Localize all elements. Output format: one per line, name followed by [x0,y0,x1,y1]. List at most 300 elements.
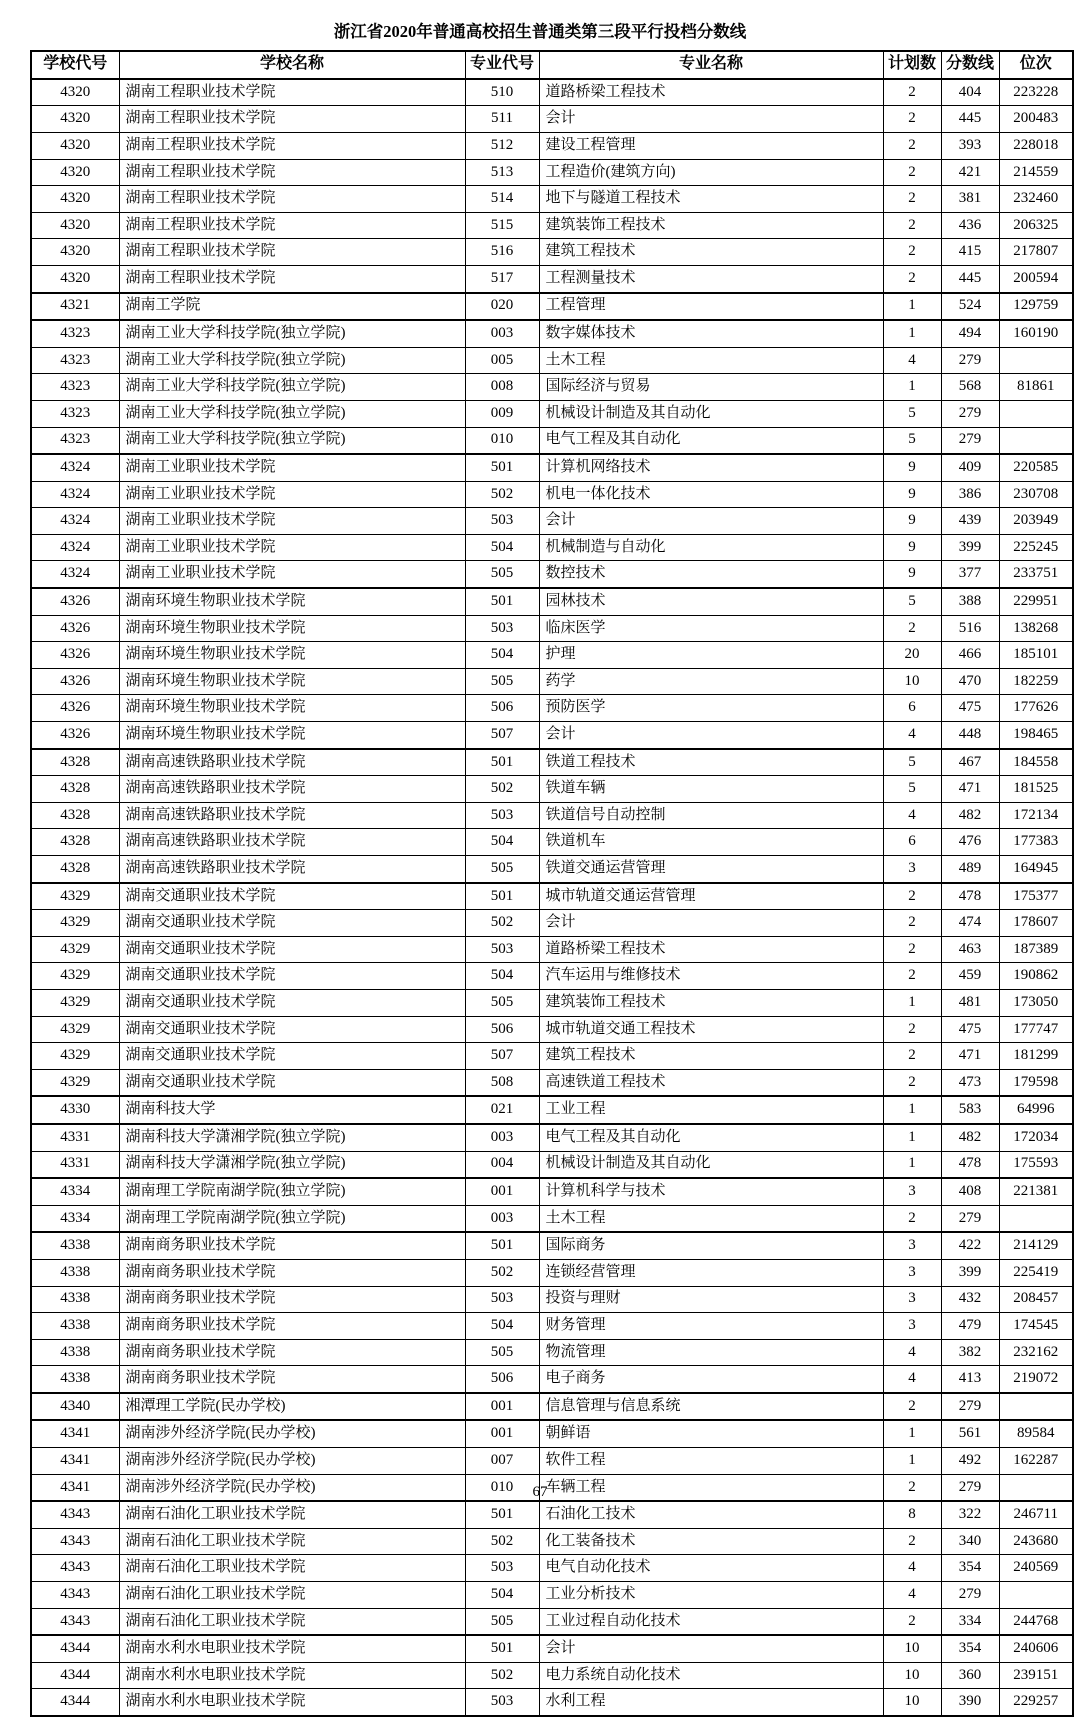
cell-major-code: 502 [465,910,539,937]
cell-plan-count: 2 [883,883,941,910]
cell-major-code: 502 [465,1528,539,1555]
cell-major-code: 505 [465,989,539,1016]
page-title: 浙江省2020年普通高校招生普通类第三段平行投档分数线 [333,22,747,41]
cell-major-code: 010 [465,427,539,454]
cell-major-name: 工程测量技术 [539,265,883,292]
cell-major-name: 铁道工程技术 [539,749,883,776]
table-row [31,776,1073,803]
cell-rank: 177747 [999,1016,1073,1043]
cell-major-name: 土木工程 [539,1205,883,1232]
cell-plan-count: 2 [883,1205,941,1232]
cell-major-name: 电气工程及其自动化 [539,427,883,454]
cell-rank: 198465 [999,722,1073,749]
cell-major-code: 511 [465,106,539,133]
table-row [31,883,1073,910]
cell-school-name: 湖南商务职业技术学院 [119,1259,465,1286]
cell-score-line: 354 [941,1555,999,1582]
cell-school-name: 湖南工程职业技术学院 [119,239,465,266]
cell-plan-count: 3 [883,1286,941,1313]
cell-rank [999,347,1073,374]
table-row [31,1232,1073,1259]
cell-rank: 190862 [999,963,1073,990]
cell-major-name: 工程造价(建筑方向) [539,159,883,186]
table-row [31,1528,1073,1555]
table-row [31,1448,1073,1475]
table-row [31,1151,1073,1178]
cell-major-name: 会计 [539,910,883,937]
table-row [31,963,1073,990]
cell-school-code: 4338 [31,1232,119,1259]
cell-rank: 203949 [999,508,1073,535]
cell-school-code: 4320 [31,106,119,133]
table-row [31,106,1073,133]
cell-major-code: 003 [465,1124,539,1151]
table-row [31,1096,1073,1124]
cell-rank: 214129 [999,1232,1073,1259]
cell-school-name: 湖南商务职业技术学院 [119,1339,465,1366]
admission-score-table [30,50,1074,1717]
cell-major-code: 508 [465,1069,539,1096]
cell-rank: 172134 [999,802,1073,829]
table-row [31,186,1073,213]
cell-major-code: 507 [465,1043,539,1070]
column-header-score-line: 分数线 [941,51,999,79]
table-row [31,320,1073,347]
cell-major-code: 004 [465,1151,539,1178]
cell-rank: 232162 [999,1339,1073,1366]
cell-major-name: 城市轨道交通工程技术 [539,1016,883,1043]
table-row [31,722,1073,749]
cell-plan-count: 1 [883,293,941,321]
table-row [31,374,1073,401]
cell-rank: 229257 [999,1689,1073,1716]
cell-plan-count: 9 [883,454,941,481]
cell-score-line: 279 [941,1474,999,1501]
cell-rank: 225419 [999,1259,1073,1286]
cell-major-name: 电子商务 [539,1366,883,1393]
cell-major-code: 505 [465,856,539,883]
cell-rank: 182259 [999,668,1073,695]
cell-rank [999,1582,1073,1609]
cell-major-name: 铁道交通运营管理 [539,856,883,883]
cell-school-code: 4329 [31,1043,119,1070]
cell-major-name: 药学 [539,668,883,695]
cell-major-code: 503 [465,1689,539,1716]
cell-plan-count: 5 [883,427,941,454]
cell-score-line: 481 [941,989,999,1016]
cell-score-line: 386 [941,481,999,508]
cell-plan-count: 10 [883,1662,941,1689]
column-header-rank: 位次 [999,51,1073,79]
cell-plan-count: 2 [883,186,941,213]
cell-plan-count: 2 [883,79,941,106]
cell-major-name: 工业分析技术 [539,1582,883,1609]
cell-major-name: 物流管理 [539,1339,883,1366]
cell-major-code: 505 [465,1608,539,1635]
cell-rank: 138268 [999,615,1073,642]
cell-score-line: 478 [941,883,999,910]
cell-school-name: 湖南高速铁路职业技术学院 [119,776,465,803]
cell-score-line: 445 [941,265,999,292]
cell-major-name: 会计 [539,722,883,749]
cell-rank [999,1393,1073,1421]
cell-school-code: 4343 [31,1501,119,1528]
table-row [31,1689,1073,1716]
cell-major-name: 铁道信号自动控制 [539,802,883,829]
cell-major-name: 机械设计制造及其自动化 [539,1151,883,1178]
cell-major-name: 道路桥梁工程技术 [539,79,883,106]
cell-school-code: 4334 [31,1178,119,1205]
cell-school-code: 4328 [31,856,119,883]
cell-school-code: 4344 [31,1662,119,1689]
cell-major-name: 预防医学 [539,695,883,722]
cell-school-name: 湖南环境生物职业技术学院 [119,642,465,669]
cell-major-code: 503 [465,1555,539,1582]
cell-major-name: 园林技术 [539,588,883,615]
column-header-school-code: 学校代号 [31,51,119,79]
cell-major-name: 电力系统自动化技术 [539,1662,883,1689]
cell-major-code: 505 [465,1339,539,1366]
cell-plan-count: 9 [883,534,941,561]
cell-rank: 232460 [999,186,1073,213]
cell-school-name: 湖南工程职业技术学院 [119,212,465,239]
cell-school-name: 湖南交通职业技术学院 [119,1069,465,1096]
cell-major-code: 505 [465,561,539,588]
cell-school-name: 湖南涉外经济学院(民办学校) [119,1474,465,1501]
cell-school-name: 湖南工业大学科技学院(独立学院) [119,374,465,401]
cell-rank: 89584 [999,1420,1073,1447]
cell-score-line: 568 [941,374,999,401]
cell-school-code: 4329 [31,883,119,910]
table-row [31,749,1073,776]
cell-major-name: 信息管理与信息系统 [539,1393,883,1421]
table-row [31,1366,1073,1393]
table-row [31,454,1073,481]
table-row [31,1205,1073,1232]
cell-rank: 240569 [999,1555,1073,1582]
cell-plan-count: 1 [883,989,941,1016]
cell-rank: 81861 [999,374,1073,401]
cell-plan-count: 2 [883,106,941,133]
cell-score-line: 473 [941,1069,999,1096]
cell-major-name: 机电一体化技术 [539,481,883,508]
table-row [31,1501,1073,1528]
table-row [31,1259,1073,1286]
cell-score-line: 390 [941,1689,999,1716]
cell-rank: 187389 [999,936,1073,963]
cell-plan-count: 2 [883,159,941,186]
cell-school-name: 湖南工业职业技术学院 [119,508,465,535]
cell-major-name: 道路桥梁工程技术 [539,936,883,963]
cell-score-line: 475 [941,695,999,722]
cell-school-name: 湖南交通职业技术学院 [119,1043,465,1070]
table-header [31,51,1073,79]
cell-score-line: 516 [941,615,999,642]
cell-school-name: 湖南高速铁路职业技术学院 [119,856,465,883]
cell-major-code: 010 [465,1474,539,1501]
table-row [31,1555,1073,1582]
cell-rank: 172034 [999,1124,1073,1151]
cell-major-code: 504 [465,1582,539,1609]
cell-plan-count: 10 [883,1689,941,1716]
cell-school-code: 4341 [31,1448,119,1475]
cell-score-line: 494 [941,320,999,347]
cell-score-line: 279 [941,1582,999,1609]
cell-school-name: 湖南水利水电职业技术学院 [119,1662,465,1689]
table-row [31,481,1073,508]
cell-score-line: 279 [941,347,999,374]
cell-score-line: 334 [941,1608,999,1635]
cell-school-code: 4329 [31,936,119,963]
cell-school-code: 4329 [31,910,119,937]
cell-rank: 181299 [999,1043,1073,1070]
cell-score-line: 470 [941,668,999,695]
table-row [31,802,1073,829]
cell-school-name: 湖南环境生物职业技术学院 [119,615,465,642]
cell-major-name: 高速铁道工程技术 [539,1069,883,1096]
cell-plan-count: 2 [883,1016,941,1043]
cell-major-name: 水利工程 [539,1689,883,1716]
cell-school-name: 湖南石油化工职业技术学院 [119,1528,465,1555]
cell-major-name: 石油化工技术 [539,1501,883,1528]
cell-school-code: 4344 [31,1635,119,1662]
cell-school-code: 4343 [31,1608,119,1635]
cell-school-code: 4326 [31,588,119,615]
table-row [31,347,1073,374]
cell-plan-count: 3 [883,1259,941,1286]
table-row [31,1178,1073,1205]
cell-score-line: 415 [941,239,999,266]
cell-school-name: 湖南工业职业技术学院 [119,454,465,481]
table-row [31,1662,1073,1689]
cell-plan-count: 2 [883,615,941,642]
cell-school-name: 湖南交通职业技术学院 [119,936,465,963]
cell-school-name: 湖南工程职业技术学院 [119,186,465,213]
cell-major-code: 502 [465,481,539,508]
cell-major-name: 护理 [539,642,883,669]
cell-school-code: 4323 [31,374,119,401]
cell-score-line: 399 [941,534,999,561]
cell-score-line: 482 [941,1124,999,1151]
cell-school-name: 湖南环境生物职业技术学院 [119,722,465,749]
table-row [31,588,1073,615]
cell-school-code: 4343 [31,1555,119,1582]
cell-school-name: 湖南工业大学科技学院(独立学院) [119,400,465,427]
cell-major-name: 临床医学 [539,615,883,642]
cell-score-line: 492 [941,1448,999,1475]
cell-rank: 175593 [999,1151,1073,1178]
cell-major-code: 513 [465,159,539,186]
cell-major-name: 建筑装饰工程技术 [539,989,883,1016]
cell-major-name: 铁道车辆 [539,776,883,803]
score-table-container [30,50,1059,1717]
cell-plan-count: 1 [883,1420,941,1447]
cell-school-name: 湖南科技大学 [119,1096,465,1124]
cell-rank [999,400,1073,427]
cell-major-name: 城市轨道交通运营管理 [539,883,883,910]
cell-major-name: 铁道机车 [539,829,883,856]
cell-school-code: 4326 [31,695,119,722]
cell-score-line: 399 [941,1259,999,1286]
cell-rank: 181525 [999,776,1073,803]
cell-plan-count: 10 [883,1635,941,1662]
cell-major-name: 投资与理财 [539,1286,883,1313]
cell-school-code: 4324 [31,534,119,561]
cell-school-name: 湖南工程职业技术学院 [119,159,465,186]
cell-rank: 175377 [999,883,1073,910]
cell-score-line: 463 [941,936,999,963]
cell-major-code: 502 [465,1662,539,1689]
cell-school-name: 湖南商务职业技术学院 [119,1232,465,1259]
cell-major-code: 506 [465,1366,539,1393]
cell-score-line: 279 [941,427,999,454]
cell-plan-count: 2 [883,1069,941,1096]
cell-score-line: 524 [941,293,999,321]
cell-major-name: 化工装备技术 [539,1528,883,1555]
cell-major-name: 电气工程及其自动化 [539,1124,883,1151]
cell-school-code: 4320 [31,265,119,292]
cell-rank: 174545 [999,1313,1073,1340]
cell-score-line: 408 [941,1178,999,1205]
cell-plan-count: 20 [883,642,941,669]
cell-school-name: 湖南交通职业技术学院 [119,1016,465,1043]
table-body [31,79,1073,1716]
cell-rank: 179598 [999,1069,1073,1096]
cell-major-code: 507 [465,722,539,749]
cell-rank: 160190 [999,320,1073,347]
cell-major-code: 504 [465,963,539,990]
cell-school-code: 4324 [31,508,119,535]
cell-score-line: 466 [941,642,999,669]
cell-major-name: 地下与隧道工程技术 [539,186,883,213]
cell-school-name: 湖南工业大学科技学院(独立学院) [119,427,465,454]
cell-plan-count: 5 [883,400,941,427]
cell-major-code: 501 [465,749,539,776]
cell-school-name: 湖南工程职业技术学院 [119,265,465,292]
cell-rank: 246711 [999,1501,1073,1528]
cell-plan-count: 2 [883,212,941,239]
cell-plan-count: 2 [883,1393,941,1421]
cell-major-code: 020 [465,293,539,321]
column-header-major-code: 专业代号 [465,51,539,79]
cell-major-name: 土木工程 [539,347,883,374]
cell-plan-count: 5 [883,749,941,776]
cell-major-name: 建筑装饰工程技术 [539,212,883,239]
table-row [31,265,1073,292]
cell-major-name: 会计 [539,1635,883,1662]
table-row [31,1608,1073,1635]
cell-rank: 239151 [999,1662,1073,1689]
cell-plan-count: 1 [883,320,941,347]
cell-school-name: 湖南工学院 [119,293,465,321]
cell-school-code: 4323 [31,427,119,454]
cell-school-name: 湖南交通职业技术学院 [119,910,465,937]
cell-score-line: 322 [941,1501,999,1528]
cell-score-line: 279 [941,1393,999,1421]
cell-major-name: 建筑工程技术 [539,1043,883,1070]
cell-rank: 184558 [999,749,1073,776]
cell-school-name: 湖南交通职业技术学院 [119,883,465,910]
cell-major-code: 005 [465,347,539,374]
cell-score-line: 340 [941,1528,999,1555]
cell-rank: 221381 [999,1178,1073,1205]
cell-school-name: 湖南工业职业技术学院 [119,561,465,588]
cell-school-name: 湖南科技大学潇湘学院(独立学院) [119,1124,465,1151]
table-row [31,159,1073,186]
cell-plan-count: 2 [883,132,941,159]
cell-plan-count: 1 [883,1448,941,1475]
cell-school-code: 4324 [31,561,119,588]
cell-major-name: 车辆工程 [539,1474,883,1501]
cell-school-code: 4343 [31,1528,119,1555]
column-header-plan-count: 计划数 [883,51,941,79]
cell-score-line: 377 [941,561,999,588]
cell-score-line: 583 [941,1096,999,1124]
cell-school-code: 4344 [31,1689,119,1716]
cell-rank: 225245 [999,534,1073,561]
cell-plan-count: 3 [883,1232,941,1259]
table-row [31,239,1073,266]
cell-school-code: 4330 [31,1096,119,1124]
cell-rank: 217807 [999,239,1073,266]
cell-major-code: 517 [465,265,539,292]
table-row [31,561,1073,588]
cell-major-code: 001 [465,1178,539,1205]
cell-school-code: 4320 [31,186,119,213]
cell-score-line: 479 [941,1313,999,1340]
table-row [31,508,1073,535]
cell-plan-count: 4 [883,1582,941,1609]
cell-major-code: 502 [465,1259,539,1286]
cell-rank: 214559 [999,159,1073,186]
cell-major-code: 501 [465,588,539,615]
table-row [31,212,1073,239]
cell-plan-count: 9 [883,561,941,588]
cell-school-code: 4331 [31,1124,119,1151]
cell-plan-count: 2 [883,963,941,990]
table-row [31,615,1073,642]
cell-major-code: 505 [465,668,539,695]
cell-school-code: 4334 [31,1205,119,1232]
cell-school-name: 湖南环境生物职业技术学院 [119,695,465,722]
cell-school-code: 4324 [31,481,119,508]
cell-school-name: 湖南高速铁路职业技术学院 [119,802,465,829]
cell-major-code: 503 [465,615,539,642]
cell-rank: 129759 [999,293,1073,321]
cell-plan-count: 8 [883,1501,941,1528]
cell-score-line: 409 [941,454,999,481]
cell-rank: 240606 [999,1635,1073,1662]
table-row [31,642,1073,669]
cell-school-code: 4341 [31,1420,119,1447]
cell-school-name: 湖南涉外经济学院(民办学校) [119,1420,465,1447]
cell-plan-count: 1 [883,374,941,401]
cell-rank [999,427,1073,454]
cell-plan-count: 1 [883,1151,941,1178]
cell-plan-count: 4 [883,802,941,829]
cell-major-code: 503 [465,508,539,535]
cell-score-line: 388 [941,588,999,615]
cell-plan-count: 5 [883,588,941,615]
cell-school-name: 湖南商务职业技术学院 [119,1313,465,1340]
table-row [31,427,1073,454]
cell-school-code: 4338 [31,1286,119,1313]
cell-score-line: 382 [941,1339,999,1366]
cell-rank: 177383 [999,829,1073,856]
cell-score-line: 439 [941,508,999,535]
cell-plan-count: 4 [883,722,941,749]
cell-major-code: 516 [465,239,539,266]
